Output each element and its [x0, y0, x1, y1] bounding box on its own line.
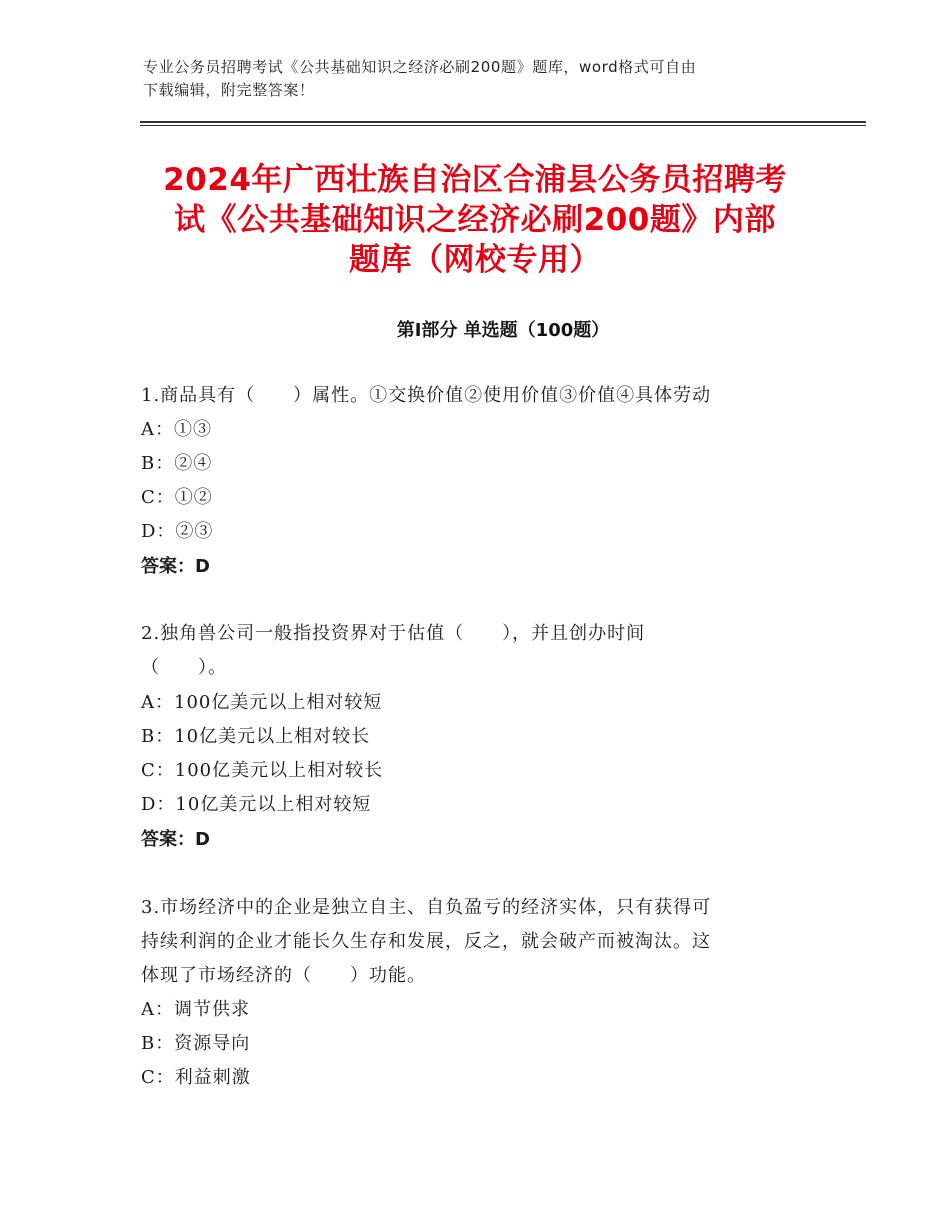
- question-2-option-a: A：100亿美元以上相对较短: [141, 692, 383, 713]
- header-note-line-2: 下载编辑，附完整答案！: [143, 81, 315, 99]
- question-2-option-d: D：10亿美元以上相对较短: [141, 794, 372, 815]
- header-note: [143, 56, 803, 102]
- question-2-answer: 答案：D: [141, 829, 210, 850]
- header-divider-thin: [140, 125, 866, 126]
- document-title: [130, 160, 820, 280]
- question-1-answer: 答案：D: [141, 556, 210, 577]
- question-2-option-c: C：100亿美元以上相对较长: [141, 760, 384, 781]
- document-title-line-3: 题库（网校专用）: [349, 242, 601, 278]
- question-3-stem-line-3: 体现了市场经济的（ ）功能。: [141, 965, 426, 986]
- document-title-line-2: 试《公共基础知识之经济必刷200题》内部: [174, 202, 776, 238]
- question-1-option-c: C：①②: [141, 487, 213, 508]
- question-2-option-b: B：10亿美元以上相对较长: [141, 726, 371, 747]
- question-2-stem-line-1: 2.独角兽公司一般指投资界对于估值（ ），并且创办时间: [141, 623, 646, 644]
- header-divider-thick: [140, 121, 866, 123]
- question-3-option-b: B：资源导向: [141, 1033, 251, 1054]
- question-1-option-a: A：①③: [141, 419, 212, 440]
- question-3-option-a: A：调节供求: [141, 999, 250, 1020]
- section-title: 第Ⅰ部分 单选题（100题）: [396, 320, 610, 341]
- header-note-line-1: 专业公务员招聘考试《公共基础知识之经济必刷200题》题库，word格式可自由: [143, 58, 697, 76]
- question-1-stem: 1.商品具有（ ）属性。①交换价值②使用价值③价值④具体劳动: [141, 385, 712, 406]
- question-1-option-b: B：②④: [141, 453, 213, 474]
- question-3-option-c: C：利益刺激: [141, 1067, 251, 1088]
- question-2-stem-line-2: （ ）。: [141, 657, 227, 678]
- question-3-stem-line-1: 3.市场经济中的企业是独立自主、自负盈亏的经济实体，只有获得可: [141, 897, 712, 918]
- question-3-stem-line-2: 持续利润的企业才能长久生存和发展，反之，就会破产而被淘汰。这: [141, 931, 711, 952]
- document-title-line-1: 2024年广西壮族自治区合浦县公务员招聘考: [163, 162, 787, 198]
- question-1-option-d: D：②③: [141, 521, 214, 542]
